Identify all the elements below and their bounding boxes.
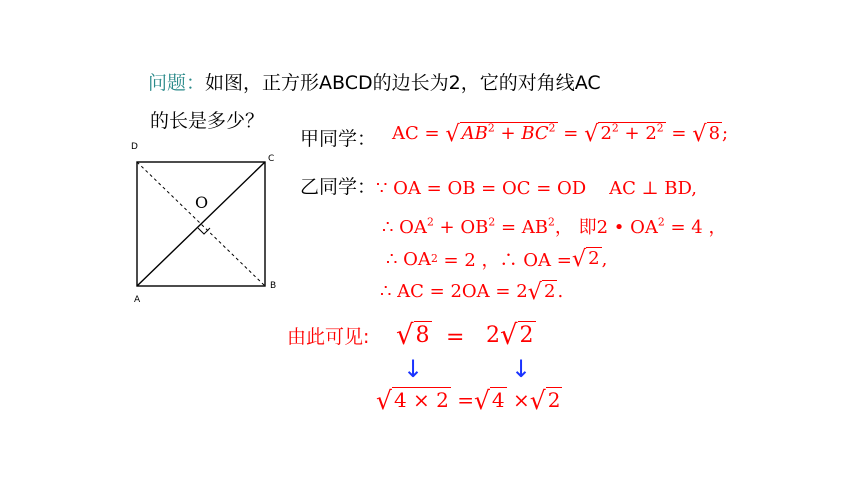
conclusion-2-sqrt-2: 2 √ 2 [486, 319, 534, 352]
student-a-name: 甲同学： [300, 128, 377, 150]
label-b: B [270, 281, 277, 291]
conclusion-bottom-equation: √ 4 × 2 = √ 4 × √ 2 [376, 386, 561, 415]
label-d: D [131, 142, 138, 152]
student-a-equation: AC = √ $AB^2 + BC^2$ = √ $2^2 + 2^2$ = √ 8 ; [392, 120, 729, 147]
student-b-line-4: ∴ AC = 2OA = 2 √ 2 . [380, 278, 564, 305]
sqrt-4x2: √ 4 × 2 [376, 386, 449, 415]
sqrt-2-b4: √ 2 [527, 278, 556, 305]
sqrt-2-b3: √ 2 [571, 246, 600, 273]
sqrt-2-bottom: √ 2 [529, 386, 561, 415]
label-c: C [268, 154, 275, 164]
sqrt-4: √ 4 [473, 386, 505, 415]
right-angle-mark [198, 228, 210, 234]
arrow-down-right-icon: ↓ [511, 355, 532, 383]
question-line-2: 的长是多少？ [150, 110, 265, 132]
student-b-line-1: ∵ OA = OB = OC = OD AC ⊥ BD, [376, 178, 697, 199]
question-label: 问题： [148, 72, 206, 94]
square-figure [124, 136, 294, 316]
question-line-1 [148, 68, 601, 95]
student-b-line-2: ∴ $OA^2 + OB^2 = AB^2$， 即2 • $OA^2 = 4$ ， [382, 215, 727, 238]
sqrt-2-2: √ $2^2 + 2^2$ [584, 120, 664, 147]
arrow-down-left-icon: ↓ [403, 355, 424, 383]
label-o: O [195, 193, 209, 212]
student-b-name: 乙同学： [300, 176, 377, 198]
conclusion-sqrt-8: √ 8 [396, 319, 430, 352]
question-text-1: 如图，正方形ABCD的边长为2，它的对角线AC [205, 72, 601, 94]
sqrt-8: √ 8 [692, 120, 721, 147]
sqrt-ab-bc: √ $AB^2 + BC^2$ [445, 120, 556, 147]
conclusion-label: 由此可见: [287, 326, 370, 348]
label-a: A [134, 295, 141, 305]
conclusion-equals: = [446, 325, 465, 350]
student-b-line-3: ∴ OA 2 = 2 ，∴ OA = √ 2 , [386, 246, 608, 273]
